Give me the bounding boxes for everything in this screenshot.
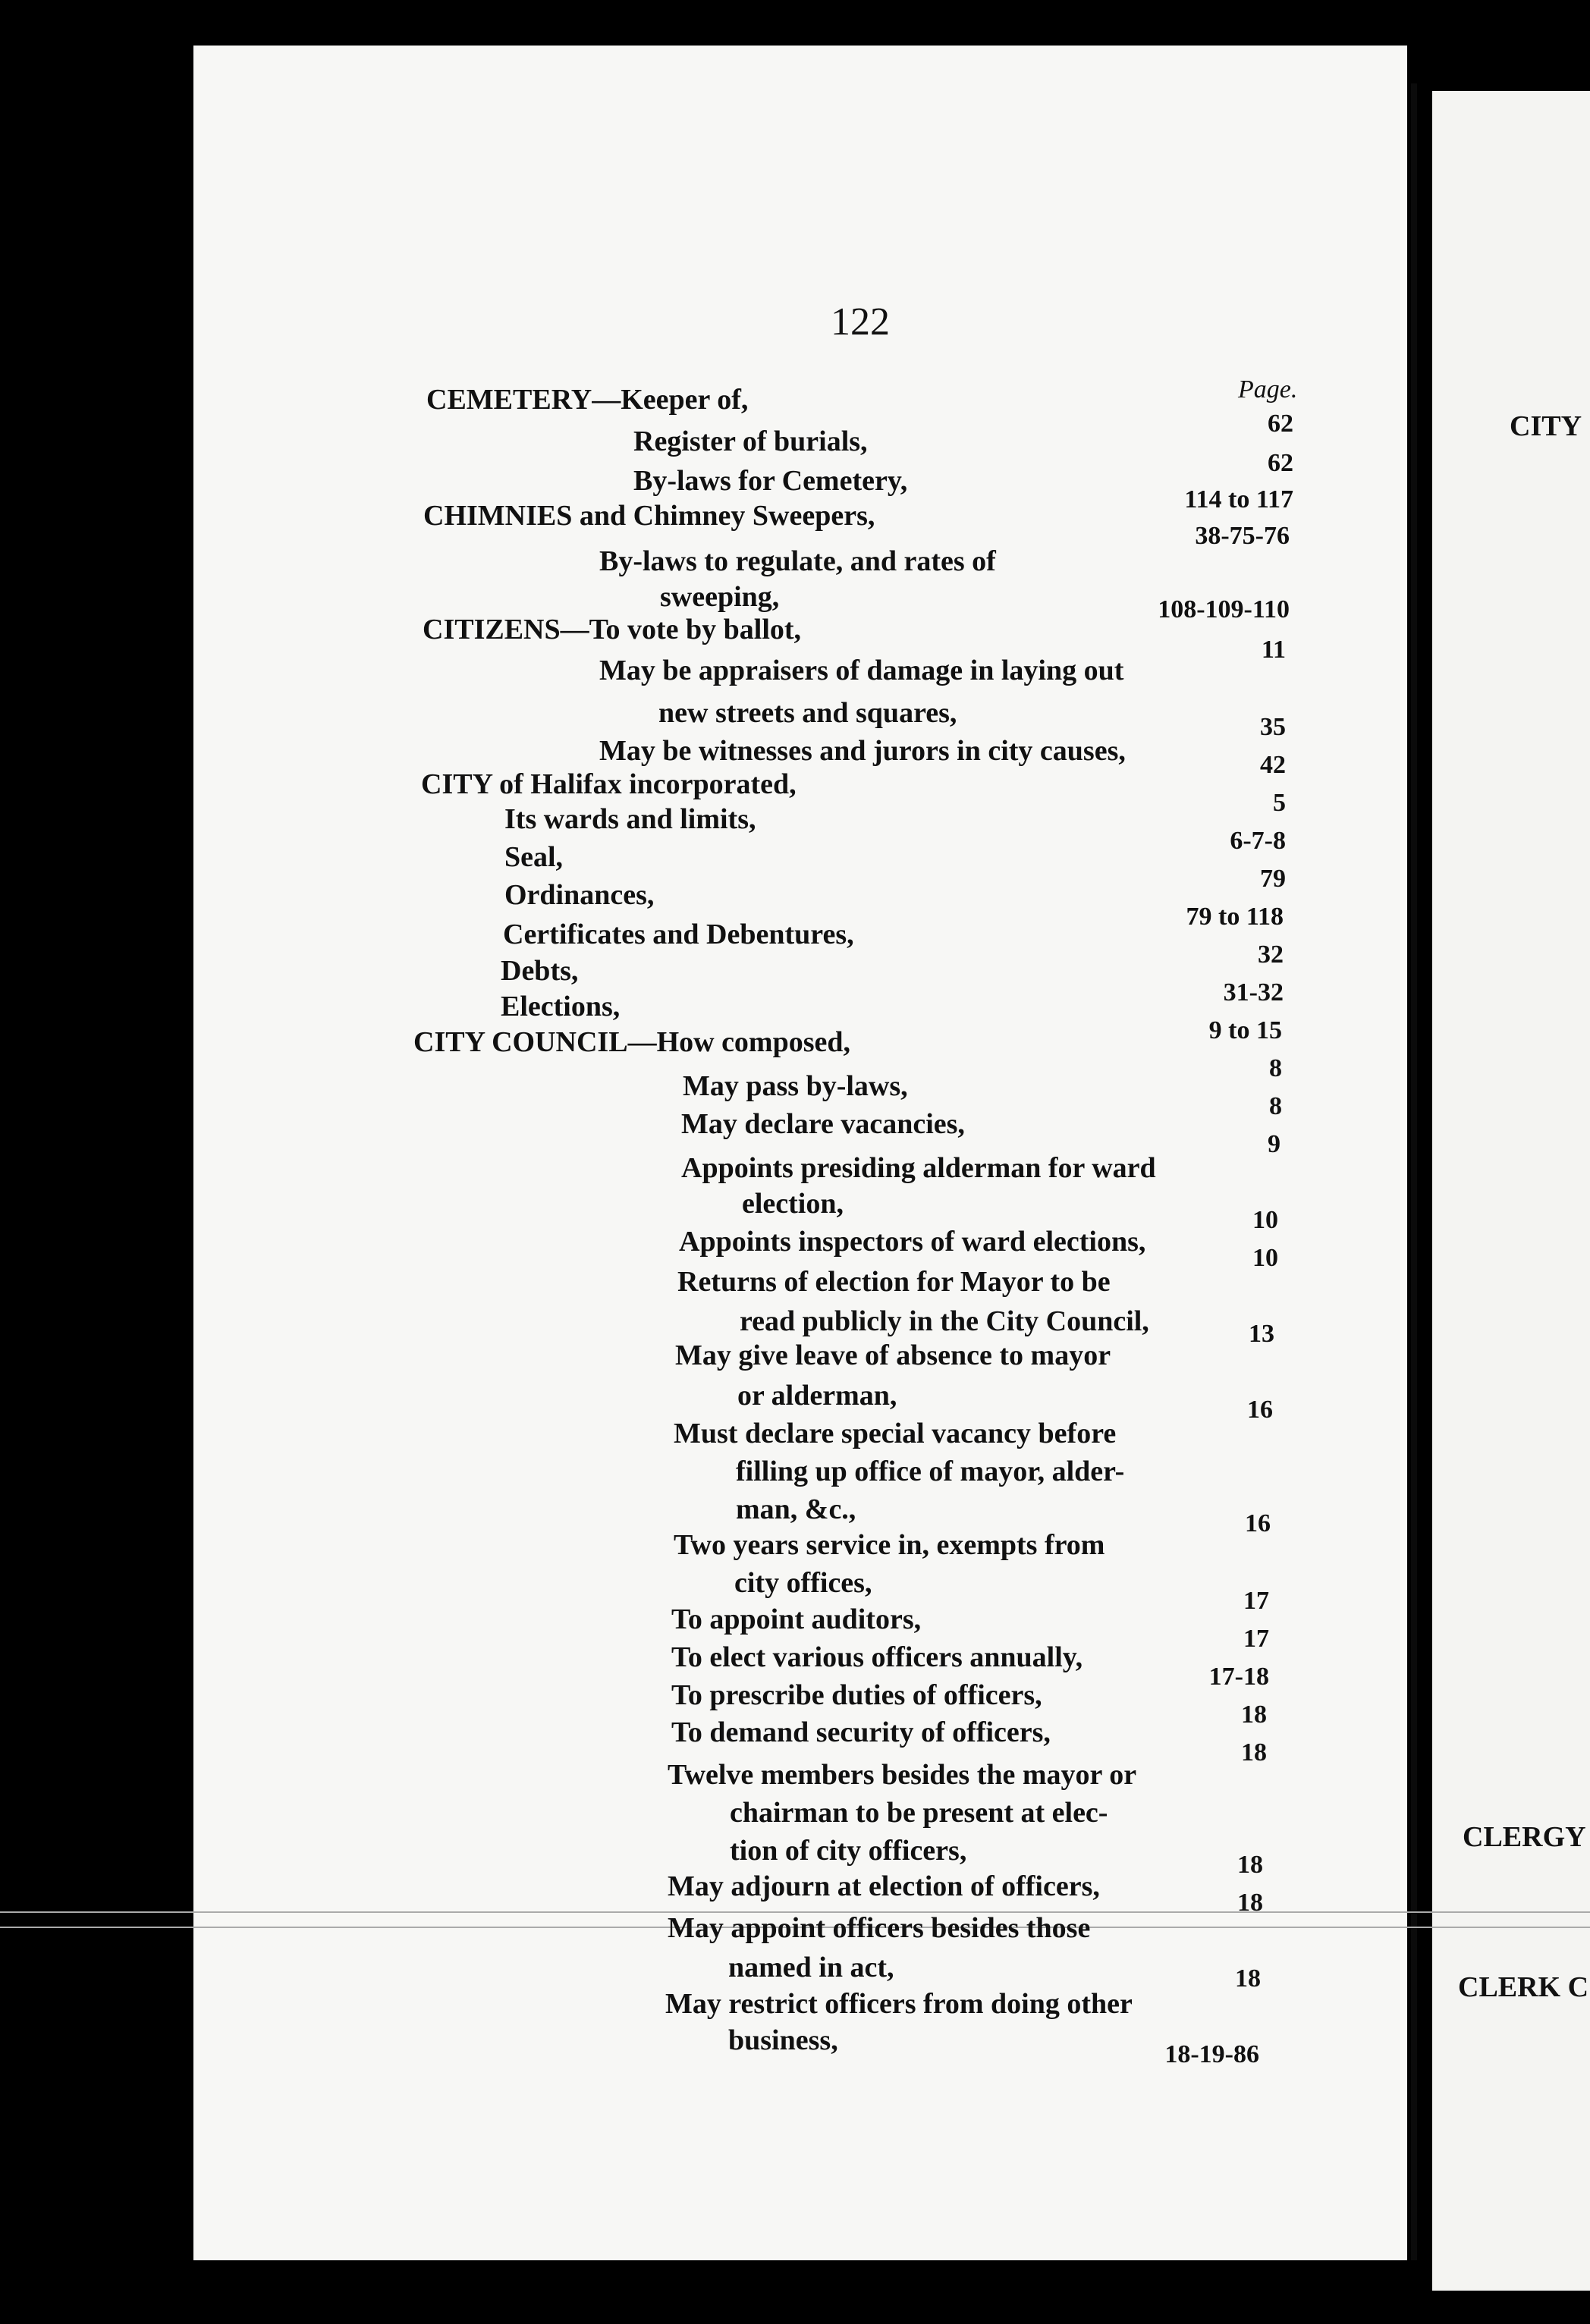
entry-page: 18 xyxy=(1237,1889,1263,1917)
entry-page: 62 xyxy=(1268,449,1293,477)
entry-text: CEMETERY—Keeper of, xyxy=(426,384,749,416)
entry-page: 5 xyxy=(1273,789,1286,817)
entry-text: business, xyxy=(728,2024,838,2056)
entry-page: 35 xyxy=(1260,713,1286,741)
entry-text: Register of burials, xyxy=(633,426,868,457)
page-column-header: Page. xyxy=(1238,375,1298,404)
facing-heading: CLERGY xyxy=(1463,1821,1586,1853)
entry-text: May pass by-laws, xyxy=(683,1070,908,1102)
entry-page: 114 to 117 xyxy=(1184,485,1293,513)
entry-page: 9 to 15 xyxy=(1208,1016,1282,1044)
entry-text: Debts, xyxy=(501,955,579,987)
entry-text: sweeping, xyxy=(660,581,780,613)
entry-text: tion of city officers, xyxy=(730,1835,967,1867)
entry-text: or alderman, xyxy=(737,1380,897,1412)
entry-page: 18 xyxy=(1241,1701,1267,1729)
entry-text: By-laws for Cemetery, xyxy=(633,465,908,497)
entry-text: May adjourn at election of officers, xyxy=(668,1870,1100,1902)
facing-heading: CITY xyxy=(1510,410,1582,442)
entry-text: Two years service in, exempts from xyxy=(674,1529,1105,1561)
entry-page: 79 xyxy=(1260,865,1286,893)
entry-page: 38-75-76 xyxy=(1195,522,1290,550)
entry-text: Appoints presiding alderman for ward xyxy=(681,1152,1156,1184)
entry-text: To appoint auditors, xyxy=(671,1603,922,1635)
entry-text: May be appraisers of damage in laying out xyxy=(599,655,1124,686)
entry-page: 17 xyxy=(1243,1587,1269,1615)
entry-page: 32 xyxy=(1258,941,1284,969)
entry-text: filling up office of mayor, alder- xyxy=(736,1456,1125,1487)
entry-page: 8 xyxy=(1269,1092,1282,1120)
entry-text: By-laws to regulate, and rates of xyxy=(599,545,996,577)
entry-text: Seal, xyxy=(504,841,564,873)
entry-page: 17-18 xyxy=(1208,1663,1269,1691)
entry-text: Twelve members besides the mayor or xyxy=(668,1759,1137,1791)
entry-page: 18 xyxy=(1237,1851,1263,1879)
entry-text: CITY of Halifax incorporated, xyxy=(421,768,797,800)
entry-text: To elect various officers annually, xyxy=(671,1641,1083,1673)
entry-page: 31-32 xyxy=(1223,978,1284,1007)
entry-page: 9 xyxy=(1268,1130,1280,1158)
entry-text: May give leave of absence to mayor xyxy=(675,1339,1111,1371)
entry-text: named in act, xyxy=(728,1952,894,1983)
entry-page: 6-7-8 xyxy=(1230,827,1286,855)
entry-page: 8 xyxy=(1269,1054,1282,1082)
entry-page: 18-19-86 xyxy=(1164,2040,1259,2068)
entry-text: Returns of election for Mayor to be xyxy=(677,1266,1111,1298)
entry-page: 16 xyxy=(1245,1509,1271,1537)
entry-page: 18 xyxy=(1235,1964,1261,1993)
entry-page: 62 xyxy=(1268,410,1293,438)
entry-page: 10 xyxy=(1252,1206,1278,1234)
entry-page: 13 xyxy=(1249,1320,1274,1348)
page-number: 122 xyxy=(831,300,890,344)
entry-text: May declare vacancies, xyxy=(681,1108,965,1140)
entry-text: CITY COUNCIL—How composed, xyxy=(413,1026,851,1058)
entry-text: To demand security of officers, xyxy=(671,1716,1051,1748)
entry-page: 108-109-110 xyxy=(1158,595,1290,623)
entry-text: Ordinances, xyxy=(504,879,655,911)
entry-page: 79 to 118 xyxy=(1186,903,1284,931)
entry-text: Elections, xyxy=(501,991,621,1022)
entry-text: Appoints inspectors of ward elections, xyxy=(679,1226,1146,1258)
page-fold xyxy=(1411,83,1417,2260)
entry-text: May appoint officers besides those xyxy=(668,1912,1091,1944)
entry-page: 10 xyxy=(1252,1244,1278,1272)
entry-text: read publicly in the City Council, xyxy=(740,1305,1149,1337)
entry-page: 16 xyxy=(1247,1396,1273,1424)
entry-text: Must declare special vacancy before xyxy=(674,1418,1117,1449)
entry-text: chairman to be present at elec- xyxy=(730,1797,1108,1829)
entry-page: 11 xyxy=(1261,636,1286,664)
entry-text: city offices, xyxy=(734,1567,872,1599)
entry-text: To prescribe duties of officers, xyxy=(671,1679,1042,1711)
entry-text: CHIMNIES and Chimney Sweepers, xyxy=(423,500,875,532)
entry-text: CITIZENS—To vote by ballot, xyxy=(423,614,802,645)
facing-heading: CLERK C xyxy=(1458,1971,1589,2003)
entry-text: Certificates and Debentures, xyxy=(503,919,854,950)
entry-page: 42 xyxy=(1260,751,1286,779)
entry-page: 18 xyxy=(1241,1738,1267,1767)
entry-text: new streets and squares, xyxy=(658,697,957,729)
entry-text: man, &c., xyxy=(736,1493,856,1525)
entry-text: election, xyxy=(742,1188,844,1220)
entry-text: May restrict officers from doing other xyxy=(665,1988,1133,2020)
entry-page: 17 xyxy=(1243,1625,1269,1653)
entry-text: Its wards and limits, xyxy=(504,803,756,835)
entry-text: May be witnesses and jurors in city causes, xyxy=(599,735,1126,767)
